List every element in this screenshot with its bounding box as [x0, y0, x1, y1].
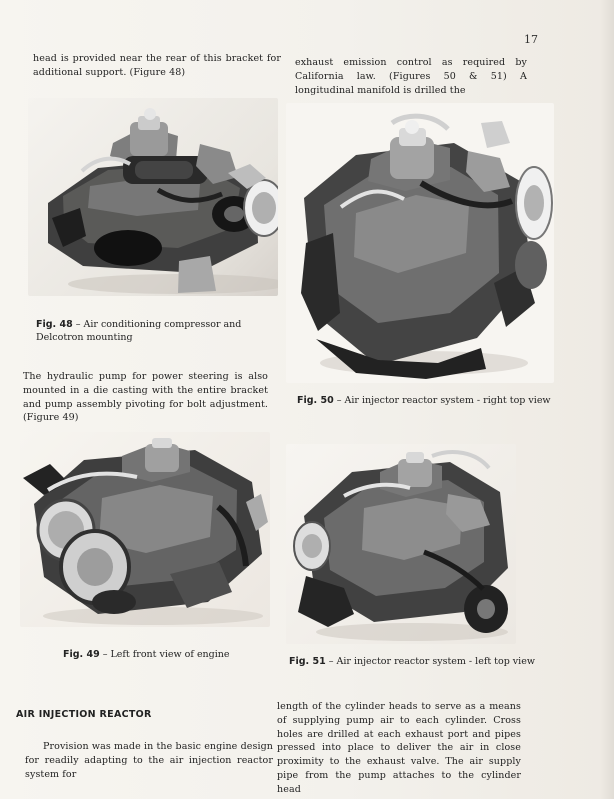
caption-fig49 [63, 649, 283, 662]
engine-illustration-fig48 [28, 98, 278, 296]
caption-fig51-text: – Air injector reactor system - left top view [328, 656, 535, 667]
paragraph-top-right: exhaust emission control as required by California law. (Figures 50 & 51) A longitudinal manifold is drilled the [295, 57, 527, 96]
engine-illustration-fig50 [286, 103, 554, 383]
caption-fig49-label: Fig. 49 [63, 649, 100, 660]
engine-photo-fig50 [286, 103, 554, 383]
paragraph-bottom-right: length of the cylinder heads to serve as a means of supplying pump air to each cylinder. Cross holes are drilled at each exhaust port and pipes pressed into place to deliver the air in close proximity to the exhaust valve. The air supply pipe from the pump attaches to the cylinder head [277, 701, 521, 795]
caption-fig50 [297, 395, 557, 408]
paragraph-bottom-left: Provision was made in the basic engine design for readily adapting to the air injection reactor system for [25, 741, 273, 780]
caption-fig50-label: Fig. 50 [297, 395, 334, 406]
section-heading: AIR INJECTION REACTOR [16, 709, 152, 720]
page-number: 17 [524, 33, 538, 46]
engine-photo-fig51 [286, 444, 516, 644]
engine-illustration-fig51 [286, 444, 516, 644]
caption-fig49-text: – Left front view of engine [102, 649, 230, 660]
engine-photo-fig49 [20, 432, 270, 627]
paragraph-top-left: head is provided near the rear of this bracket for additional support. (Figure 48) [33, 53, 281, 78]
caption-fig48-text: – Air conditioning compressor and Delcotron mounting [36, 319, 242, 343]
caption-fig48 [36, 319, 286, 345]
engine-photo-fig48 [28, 98, 278, 296]
paragraph-middle-left: The hydraulic pump for power steering is also mounted in a die casting with the entire bracket and pump assembly pivoting for bolt adjustment. (Figure 49) [23, 371, 268, 424]
caption-fig51 [289, 656, 549, 669]
caption-fig51-label: Fig. 51 [289, 656, 326, 667]
paper-edge-shadow [600, 0, 614, 799]
caption-fig50-text: – Air injector reactor system - right top view [336, 395, 551, 406]
engine-illustration-fig49 [20, 432, 270, 627]
caption-fig48-label: Fig. 48 [36, 319, 73, 330]
